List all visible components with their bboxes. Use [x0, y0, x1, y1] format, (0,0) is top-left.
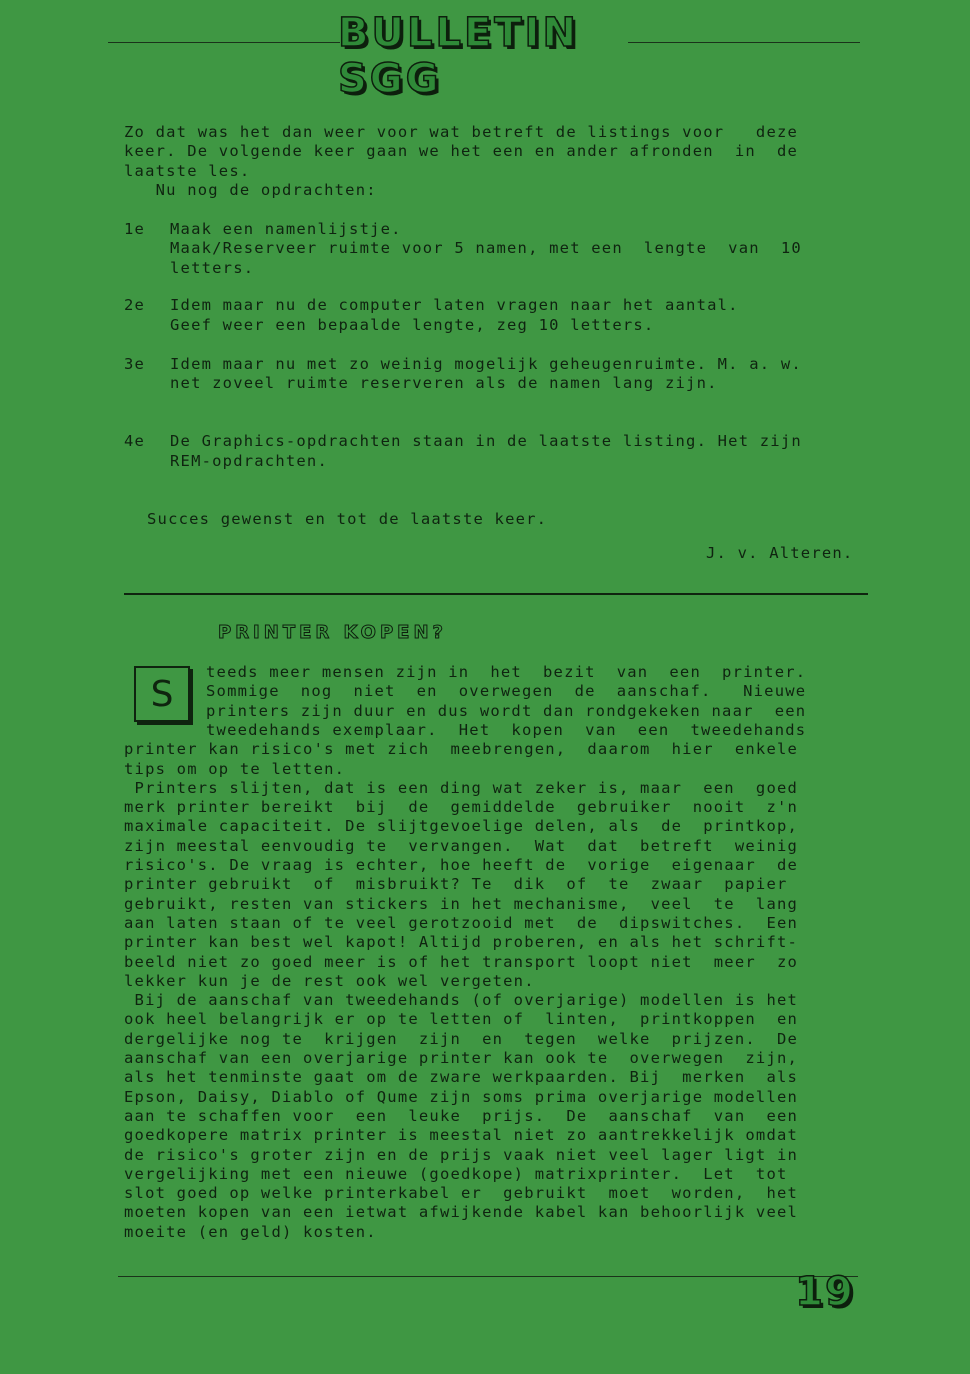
- article-line: printer kan risico's met zich meebrengen, daarom hier enkele: [124, 740, 799, 759]
- article-line: printers zijn duur en dus wordt dan rondgekeken naar een: [206, 701, 807, 720]
- task-line: net zoveel ruimte reserveren als de namen lang zijn.: [170, 374, 718, 392]
- article-line: zijn meestal eenvoudig te vervangen. Wat dat betreft weinig: [124, 836, 799, 855]
- header-rule-left: [108, 42, 340, 43]
- task-line: Maak een namenlijstje.: [170, 220, 402, 238]
- article-line: printer gebruikt of misbruikt? Te dik of te zwaar papier: [124, 875, 788, 894]
- article-line: slot goed op welke printerkabel er gebruikt moet worden, het: [124, 1184, 799, 1203]
- article-line: beeld niet zo goed meer is of het transport loopt niet meer zo: [124, 952, 799, 971]
- task-line: REM-opdrachten.: [170, 452, 328, 470]
- article-line: teeds meer mensen zijn in het bezit van een printer.: [206, 663, 807, 681]
- section-divider: [124, 593, 868, 595]
- task-line: De Graphics-opdrachten staan in de laatste listing. Het zijn: [170, 432, 802, 450]
- dropcap: S: [134, 666, 190, 722]
- task-number: 1e: [124, 220, 146, 238]
- author-signature: J. v. Alteren.: [706, 544, 854, 562]
- article-line: de risico's groter zijn en de prijs vaak niet veel lager ligt in: [124, 1145, 799, 1164]
- article-line: vergelijking met een nieuwe (goedkope) matrixprinter. Let tot: [124, 1164, 788, 1183]
- article-line: Printers slijten, dat is een ding wat zeker is, maar een goed: [124, 778, 799, 797]
- task-line: letters.: [170, 259, 255, 277]
- intro-line: laatste les.: [124, 162, 251, 180]
- intro-line: Nu nog de opdrachten:: [124, 181, 377, 199]
- article-line: lekker kun je de rest ook wel vergeten.: [124, 971, 535, 990]
- intro-line: keer. De volgende keer gaan we het een en ander afronden in de: [124, 142, 799, 160]
- article-line: tweedehands exemplaar. Het kopen van een tweedehands: [206, 720, 807, 739]
- article-line: Sommige nog niet en overwegen de aanschaf. Nieuwe: [206, 682, 807, 701]
- masthead-title: BULLETIN SGG: [338, 10, 579, 102]
- closing-line: Succes gewenst en tot de laatste keer.: [147, 510, 548, 528]
- header-rule-right: [628, 42, 860, 43]
- article-line: aanschaf van een overjarige printer kan ook te overwegen zijn,: [124, 1049, 799, 1067]
- article-line: goedkopere matrix printer is meestal niet zo aantrekkelijk omdat: [124, 1126, 799, 1145]
- article-line: gebruikt, resten van stickers in het mechanisme, veel te lang: [124, 894, 799, 913]
- article-line: printer kan best wel kapot! Altijd proberen, en als het schrift-: [124, 933, 799, 952]
- article-line: moeite (en geld) kosten.: [124, 1222, 377, 1241]
- article-line: merk printer bereikt bij de gemiddelde gebruiker nooit z'n: [124, 798, 799, 817]
- task-number: 4e: [124, 432, 146, 450]
- article-line: dergelijke nog te krijgen zijn en tegen welke prijzen. De: [124, 1029, 799, 1048]
- intro-line: Zo dat was het dan weer voor wat betreft de listings voor deze: [124, 123, 799, 141]
- task-number: 2e: [124, 296, 146, 314]
- task-line: Idem maar nu met zo weinig mogelijk geheugenruimte. M. a. w.: [170, 355, 802, 373]
- article-line: ook heel belangrijk er op te letten of linten, printkoppen en: [124, 1010, 799, 1029]
- article-line: Bij de aanschaf van tweedehands (of overjarige) modellen is het: [124, 991, 799, 1010]
- article-line: tips om op te letten.: [124, 759, 346, 778]
- footer-rule: [118, 1276, 858, 1277]
- task-line: Geef weer een bepaalde lengte, zeg 10 letters.: [170, 316, 655, 334]
- article-line: als het tenminste gaat om de zware werkpaarden. Bij merken als: [124, 1068, 799, 1087]
- task-line: Idem maar nu de computer laten vragen naar het aantal.: [170, 296, 739, 314]
- article-line: Epson, Daisy, Diablo of Qume zijn soms prima overjarige modellen: [124, 1087, 799, 1106]
- article-headline: PRINTER KOPEN?: [218, 622, 447, 643]
- article-line: moeten kopen van een ietwat afwijkende kabel kan behoorlijk veel: [124, 1203, 799, 1222]
- article-line: risico's. De vraag is echter, hoe heeft de vorige eigenaar de: [124, 856, 799, 874]
- article-line: aan laten staan of te veel gerotzooid met de dipswitches. Een: [124, 913, 799, 932]
- task-number: 3e: [124, 355, 146, 373]
- page-number: 19: [795, 1269, 855, 1315]
- article-line: maximale capaciteit. De slijtgevoelige delen, als de printkop,: [124, 817, 799, 836]
- task-line: Maak/Reserveer ruimte voor 5 namen, met een lengte van 10: [170, 239, 802, 257]
- article-line: aan te schaffen voor een leuke prijs. De aanschaf van een: [124, 1106, 799, 1125]
